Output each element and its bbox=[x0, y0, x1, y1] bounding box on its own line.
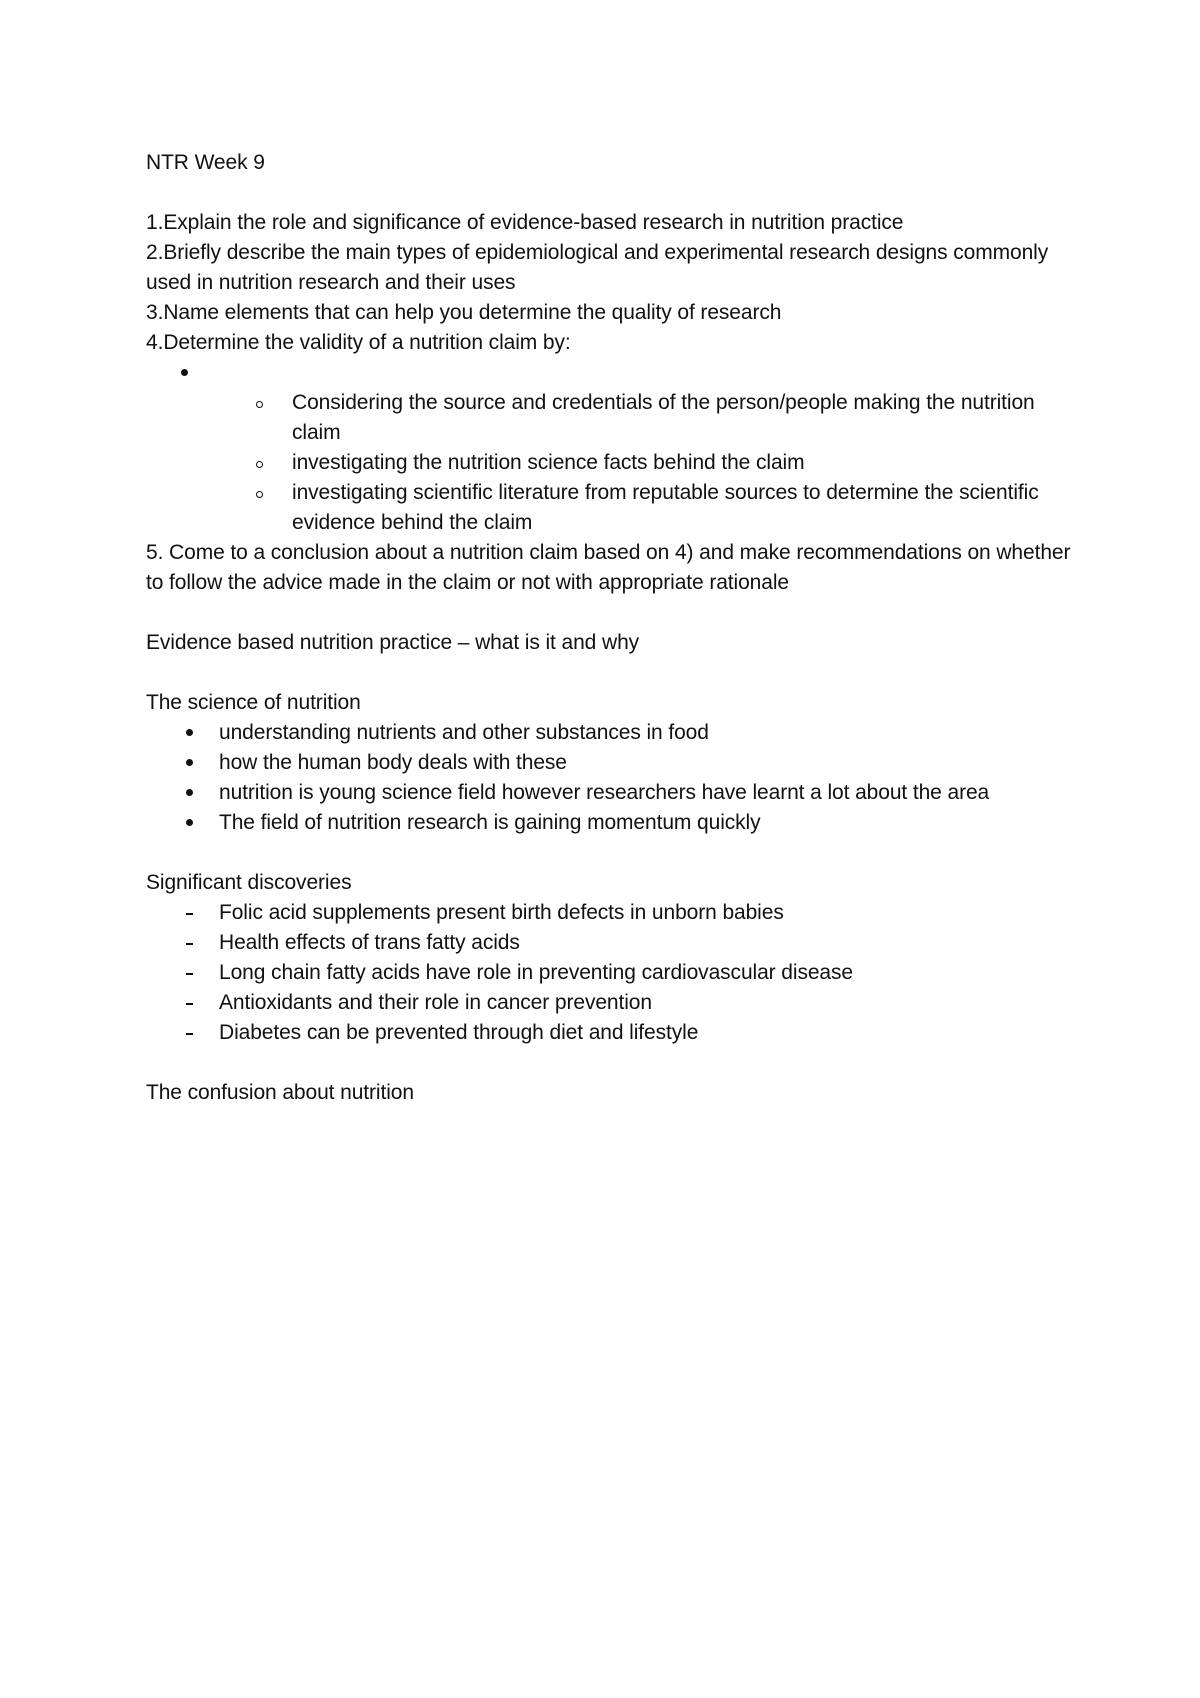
blank-line bbox=[146, 838, 1076, 868]
section-heading-science: The science of nutrition bbox=[146, 691, 361, 714]
section-heading-evidence: Evidence based nutrition practice – what is it and why bbox=[146, 631, 640, 654]
list-item: understanding nutrients and other substances in food bbox=[146, 718, 1076, 748]
blank-line bbox=[146, 598, 1076, 628]
blank-line bbox=[146, 1048, 1076, 1078]
validity-step bbox=[146, 388, 1076, 448]
document-title: NTR Week 9 bbox=[146, 151, 265, 174]
section-heading-discoveries: Significant discoveries bbox=[146, 871, 352, 894]
validity-step-text: investigating scientific literature from reputable sources to determine the scientific evidence behind the claim bbox=[292, 481, 1039, 534]
section-heading-confusion: The confusion about nutrition bbox=[146, 1081, 414, 1104]
validity-step-text: investigating the nutrition science facts behind the claim bbox=[292, 451, 805, 474]
list-item: how the human body deals with these bbox=[146, 748, 1076, 778]
objective-4: 4.Determine the validity of a nutrition claim by: bbox=[146, 331, 571, 354]
list-item: The field of nutrition research is gaining momentum quickly bbox=[146, 808, 1076, 838]
validity-step bbox=[146, 448, 1076, 478]
objective-1: 1.Explain the role and significance of evidence-based research in nutrition practice bbox=[146, 211, 904, 234]
validity-step-text: Considering the source and credentials of the person/people making the nutrition claim bbox=[292, 391, 1035, 444]
objective-2: 2.Briefly describe the main types of epidemiological and experimental research designs commonly used in nutrition research and their uses bbox=[146, 241, 1049, 294]
list-item: nutrition is young science field however researchers have learnt a lot about the area bbox=[146, 778, 1076, 808]
blank-line bbox=[146, 658, 1076, 688]
list-item: Long chain fatty acids have role in preventing cardiovascular disease bbox=[146, 958, 1076, 988]
objective-5: 5. Come to a conclusion about a nutrition claim based on 4) and make recommendations on whether to follow the advice made in the claim or not with appropriate rationale bbox=[146, 541, 1071, 594]
validity-step bbox=[146, 478, 1076, 538]
empty-bullet-item bbox=[146, 358, 1076, 388]
list-item: Folic acid supplements present birth defects in unborn babies bbox=[146, 898, 1076, 928]
objective-3: 3.Name elements that can help you determine the quality of research bbox=[146, 301, 782, 324]
list-item: Health effects of trans fatty acids bbox=[146, 928, 1076, 958]
list-item: Diabetes can be prevented through diet and lifestyle bbox=[146, 1018, 1076, 1048]
document-body bbox=[146, 148, 1076, 1108]
blank-line bbox=[146, 178, 1076, 208]
list-item: Antioxidants and their role in cancer prevention bbox=[146, 988, 1076, 1018]
